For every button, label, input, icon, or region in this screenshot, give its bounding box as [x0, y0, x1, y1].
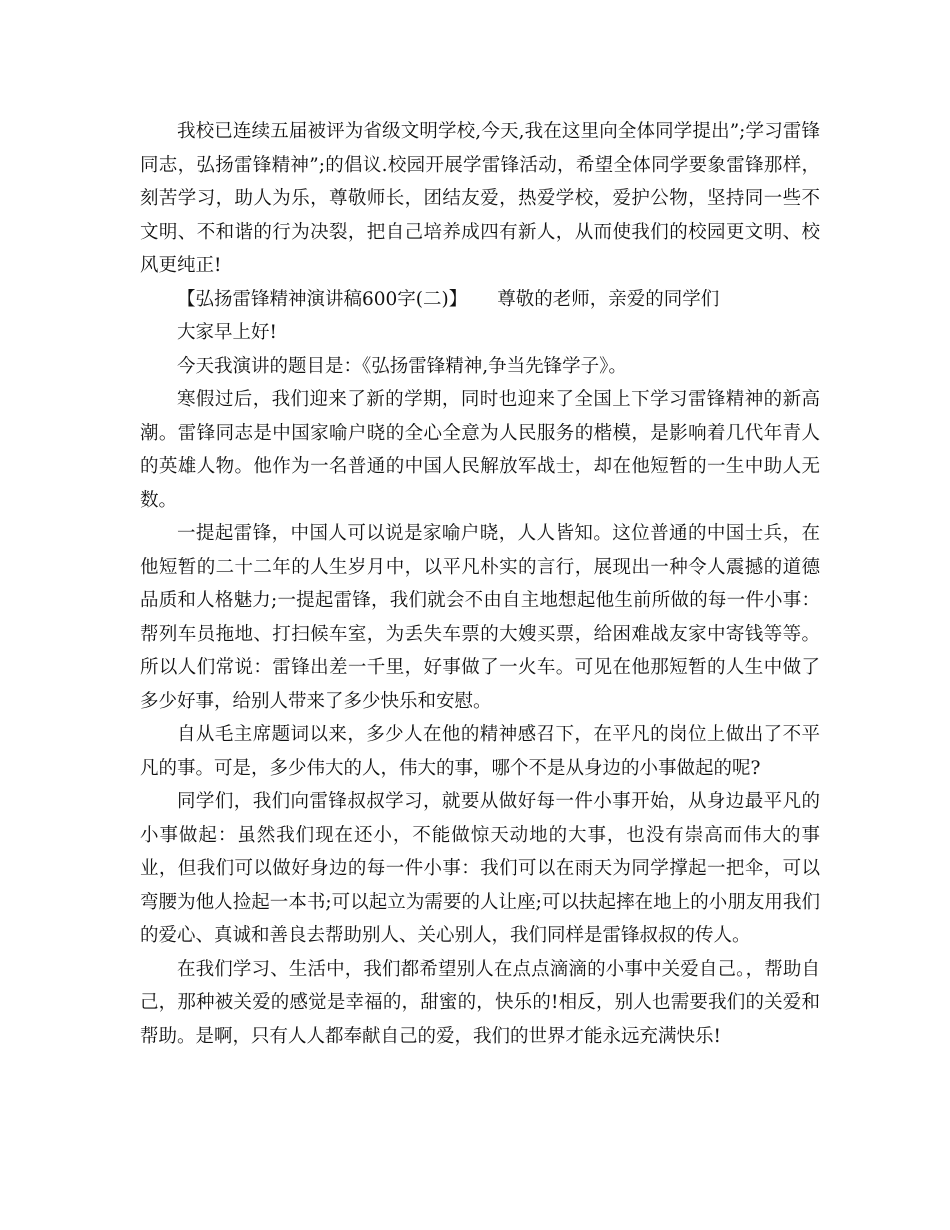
paragraph-winter-break: 寒假过后，我们迎来了新的学期，同时也迎来了全国上下学习雷锋精神的新高潮。雷锋同志是中国家喻户晓的全心全意为人民服务的楷模，是影响着几代年青人的英雄人物。他作为一名普通的中国人民解放军战士，却在他短暂的一生中助人无数。: [140, 389, 820, 511]
speech-salutation: 尊敬的老师，亲爱的同学们: [497, 288, 720, 310]
speech-title: 【弘扬雷锋精神演讲稿600字(二)】: [177, 288, 468, 310]
paragraph-chairman-mao: 自从毛主席题词以来，多少人在他的精神感召下，在平凡的岗位上做出了不平凡的事。可是，多少伟大的人，伟大的事，哪个不是从身边的小事做起的呢?: [140, 724, 820, 779]
paragraph-closing: 在我们学习、生活中，我们都希望别人在点点滴滴的小事中关爱自己。，帮助自己，那种被关爱的感觉是幸福的，甜蜜的，快乐的!相反，别人也需要我们的关爱和帮助。是啊，只有人人都奉献自己的爱，我们的世界才能永远充满快乐!: [140, 958, 820, 1047]
paragraph-classmates: 同学们，我们向雷锋叔叔学习，就要从做好每一件小事开始，从身边最平凡的小事做起：虽然我们现在还小，不能做惊天动地的大事，也没有崇高而伟大的事业，但我们可以做好身边的每一件小事：我们可以在雨天为同学撑起一把伞，可以弯腰为他人捡起一本书;可以起立为需要的人让座;可以扶起摔在地上的小朋友用我们的爱心、真诚和善良去帮助别人、关心别人，我们同样是雷锋叔叔的传人。: [140, 791, 820, 946]
paragraph-topic: 今天我演讲的题目是：《弘扬雷锋精神,争当先锋学子》。: [177, 355, 627, 377]
paragraph-intro: 我校已连续五届被评为省级文明学校,今天,我在这里向全体同学提出”;学习雷锋同志，弘扬雷锋精神”;的倡议.校园开展学雷锋活动，希望全体同学要象雷锋那样，刻苦学习，助人为乐，尊敬师长，团结友爱，热爱学校，爱护公物，坚持同一些不文明、不和谐的行为决裂，把自己培养成四有新人，从而使我们的校园更文明、校风更纯正!: [140, 121, 820, 276]
document-body: [140, 115, 820, 1053]
speech-heading-line: [140, 283, 820, 317]
paragraph-leifeng-known: 一提起雷锋，中国人可以说是家喻户晓，人人皆知。这位普通的中国士兵，在他短暂的二十二年的人生岁月中，以平凡朴实的言行，展现出一种令人震撼的道德品质和人格魅力;一提起雷锋，我们就会不由自主地想起他生前所做的每一件小事：帮列车员拖地、打扫候车室，为丢失车票的大嫂买票，给困难战友家中寄钱等等。所以人们常说：雷锋出差一千里，好事做了一火车。可见在他那短暂的人生中做了多少好事，给别人带来了多少快乐和安慰。: [140, 523, 820, 712]
paragraph-greeting: 大家早上好!: [177, 322, 277, 343]
